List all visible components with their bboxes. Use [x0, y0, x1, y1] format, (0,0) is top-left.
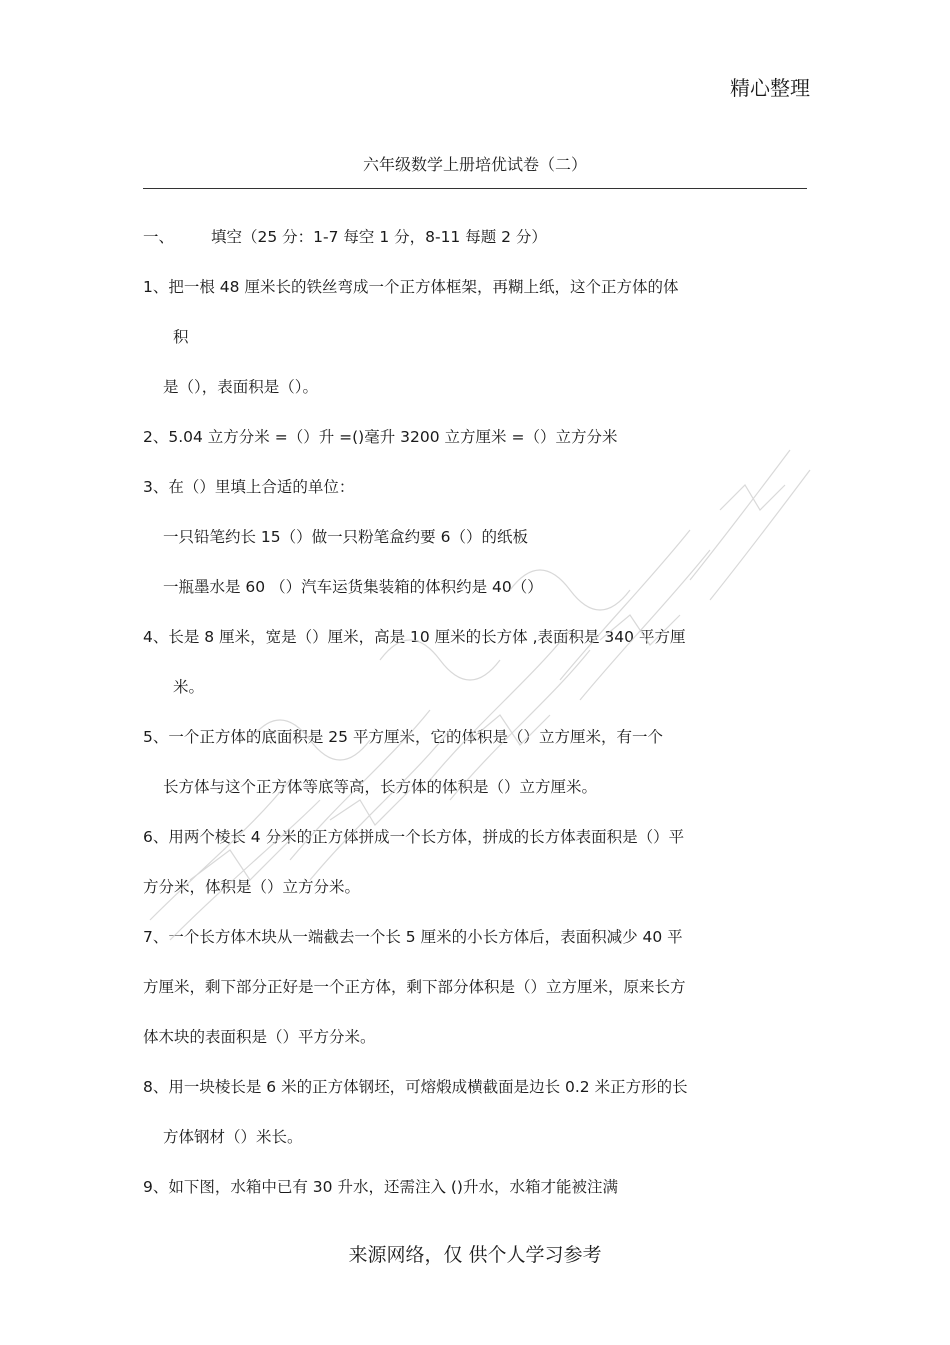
- page-title: 六年级数学上册培优试卷（二）: [362, 155, 587, 174]
- question-line: 米。: [173, 678, 205, 696]
- question-line: 方厘米，剩下部分正好是一个正方体，剩下部分体积是（）立方厘米，原来长方: [143, 978, 686, 996]
- question-line: 5、一个正方体的底面积是 25 平方厘米，它的体积是（）立方厘米，有一个: [143, 728, 663, 746]
- question-line: 4、长是 8 厘米，宽是（）厘米，高是 10 厘米的长方体 ,表面积是 340 平方厘: [143, 628, 686, 646]
- watermark-graphic: [130, 360, 830, 960]
- question-line: 7、一个长方体木块从一端截去一个长 5 厘米的小长方体后，表面积减少 40 平: [143, 928, 683, 946]
- question-line: 体木块的表面积是（）平方分米。: [143, 1028, 376, 1046]
- question-line: 一瓶墨水是 60 （）汽车运货集装箱的体积约是 40（）: [163, 578, 543, 596]
- question-line: 方体钢材（）米长。: [163, 1128, 303, 1146]
- title-divider: [143, 188, 807, 189]
- question-line: 1、把一根 48 厘米长的铁丝弯成一个正方体框架，再糊上纸，这个正方体的体: [143, 278, 679, 296]
- question-line: 一只铅笔约长 15（）做一只粉笔盒约要 6（）的纸板: [163, 528, 528, 546]
- question-line: 是（），表面积是（）。: [163, 378, 319, 396]
- question-line: 长方体与这个正方体等底等高，长方体的体积是（）立方厘米。: [163, 778, 598, 796]
- question-line: 方分米，体积是（）立方分米。: [143, 878, 361, 896]
- question-line: 2、5.04 立方分米 =（）升 =()毫升 3200 立方厘米 =（）立方分米: [143, 428, 618, 446]
- footer-note: 来源网络，仅 供个人学习参考: [348, 1244, 602, 1266]
- section-number: 一、: [143, 228, 175, 246]
- question-line: 3、在（）里填上合适的单位：: [143, 478, 355, 496]
- section-heading-text: 填空（25 分：1-7 每空 1 分，8-11 每题 2 分）: [211, 228, 547, 246]
- question-line: 积: [173, 328, 189, 346]
- section-heading: [143, 226, 547, 248]
- question-line: 6、用两个棱长 4 分米的正方体拼成一个长方体，拼成的长方体表面积是（）平: [143, 828, 685, 846]
- question-line: 9、如下图，水箱中已有 30 升水，还需注入 ()升水，水箱才能被注满: [143, 1178, 618, 1196]
- question-line: 8、用一块棱长是 6 米的正方体钢坯，可熔煅成横截面是边长 0.2 米正方形的长: [143, 1078, 688, 1096]
- header-label: 精心整理: [730, 76, 810, 100]
